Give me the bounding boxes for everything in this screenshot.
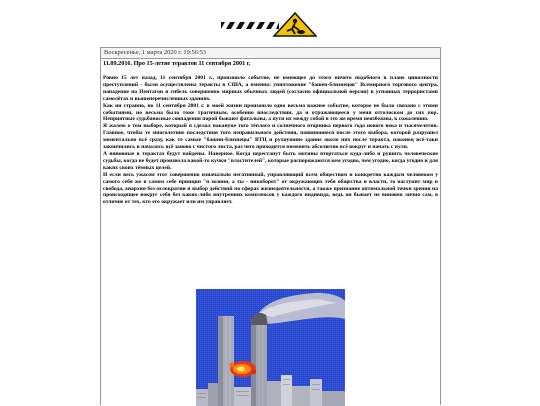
post-paragraph: И если весь ужасом этот совершенно изначально негативный, управляющий всем обществом и конкретно каждым человеком у самого себя же в самом себе принцип "я хозяин, а ты - никоборот" от окружающих тебя общества и власти, то наступит мир и свобода, анархия без охлократии и выбор действий по сферах жизнедеятельности, а также признание оптимальной точки зрения на происходящее вокруг себя без каких-либо внутренних комплексов у каждого индивида, ведь он бывает не виновен лично сам, в отличие от тех, кто его окружает или им управляет.: [103, 171, 438, 206]
post-paragraph: Я жалею о том выборе, который я сделал накануне того тёплого и солнечного вторника первого года нового века и тысячелетия. Главное, чтобы те многолетние последствия того неправильного действия, появившиеся после этого выбора, которой разрушил моментально всё сразу, как те самые "башни-близнецы" ВТЦ и рухнувшие здание около них после теракта, наконец всё-таки закончились и началось всё заново с чистого листа, раз чего приходится поменять абсолютно всё вокруг и начать с нуля.: [103, 123, 438, 151]
under-construction-worker-icon: [221, 12, 317, 38]
twin-towers-illustration: [196, 289, 345, 406]
post-paragraph: Ровно 15 лет назад, 11 сентября 2001 г., произошло событие, не имеющее до этого ничего подобного в плане цивилности преступлений - были осуществлены теракты в США, а именно: уничтожение "башен-близнецов" Всемирного торгового центра, нападение на Пентагон и гибель совершенно мирных обычных людей (согласно официальной версии) в угнанных террористами самолётах и вышеперечисленных зданиях.: [103, 75, 438, 102]
post-paragraph: А виновные в терактах будут найдены. Наверное. Когда перестанут быть мотивы вторгаться куда-либо и рушить человеческие судьбы, когда не будет произвола какой-то кучки "властителей", которые распоряжаются кем угодно, чем угодно, когда угодно и для каких своих тёмных целей.: [103, 150, 438, 171]
post-paragraph: Как ни странно, но 11 сентября 2001 г. в моей жизни произошло одно весьма важное событие, которое не было связано с этими событиями, но весьма было тоже трагичным, особенно впоследствии, да и отражающееся у меня отголоском до сих пор. Неприятные судьбоносные совпадения порой бывают фатальны, а пути их между собой в это же время неизбежны, к сожалению.: [103, 102, 438, 123]
post-date: Воскресенье, 1 марта 2020 г. 19:56:53: [101, 48, 440, 59]
post-container: [100, 47, 441, 405]
post-title: 11.09.2016. Про 15-летие терактов 11 сентября 2001 г.: [103, 60, 251, 67]
site-logo: [221, 12, 317, 38]
post-body: [101, 60, 440, 206]
